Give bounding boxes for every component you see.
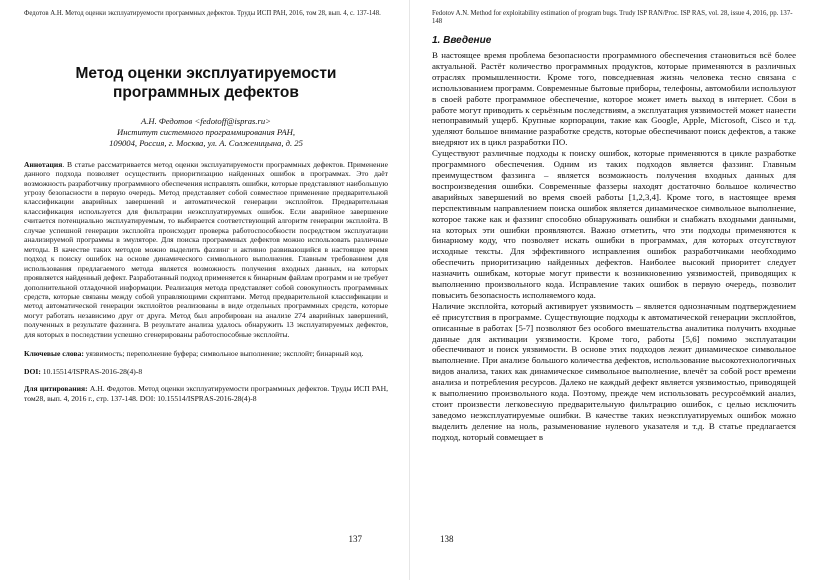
intro-paragraph-2: Существуют различные подходы к поиску ошибок, которые применяются в цикле разработке программного обеспечения. Одним из таких подходов является фаззинг. Главным преимуществом фаззинга – является возможность получения входных данных для воспроизведения ошибки. Современные фаззеры находят достаточно большое количество аварийных завершений во время своей работы [1,2,3,4]. Кроме того, в настоящее время перспективным направлением поиска ошибок является динамическое символьное выполнение, которое также как и фаззинг способно обнаруживать ошибки и снабжать входными данными, на которых эти ошибки проявляются. Важно отметить, что эти подходы применяются к бинарному коду, что позволяет искать ошибки в программах, для которых отсутствуют исходные тексты. Для эффективного исправления ошибок разработчиками необходимо обеспечить приоритизацию найденных дефектов. Наиболее высокий приоритет следует назначить ошибкам, которые могут привести к возникновению уязвимостей, приводящих к выполнению произвольного кода. Исправление таких ошибок в первую очередь, позволит повысить безопасность исполняемого кода. [432,148,796,300]
citation [24,384,388,403]
abstract [24,160,388,340]
author-block [24,116,388,150]
page-number-right: 138 [440,534,454,544]
doi-label: DOI: [24,366,41,376]
section-heading: 1. Введение [432,35,492,46]
author-address: 109004, Россия, г. Москва, ул. А. Солженицына, д. 25 [109,138,303,149]
author-affiliation: Институт системного программирования РАН, [117,127,295,138]
intro-paragraph-3: Наличие эксплойта, который активирует уязвимость – является однозначным подтверждением её присутствия в программе. Существующие подходы к автоматической генерации эксплойтов, описанные в работах [5-7] позволяют без особого вмешательства аналитика получить входные данные для активации уязвимости. Кроме того, работы [5,6] помимо эксплуатации обеспечивают и поиск уязвимости. В основе этих подходов лежит динамическое символьное выполнение. При анализе большого количества дефектов, использование высокотехнологичных видов анализа, таких как динамическое символьное выполнение, влечёт за собой рост времени анализа и потребления ресурсов. Далеко не каждый дефект является уязвимостью, приводящей к выполнению произвольного кода. Поэтому, прежде чем использовать ресурсоёмкий анализ, стоит произвести легковесную предварительную фильтрацию ошибок, с целью исключить заведомо неэксплуатируемые ошибки. В качестве таких неэксплуатируемых ошибок можно выделить деление на ноль, разыменование нулевого указателя и т.д. В статье предлагается подход, который совмещает в [432,300,796,442]
doi-text: 10.15514/ISPRAS-2016-28(4)-8 [40,366,143,376]
doi [24,367,388,376]
right-page [410,0,820,580]
keywords [24,349,388,358]
author-name: А.Н. Федотов <fedotoff@ispras.ru> [140,116,271,126]
citation-label: Для цитирования: [24,384,88,394]
abstract-label: Аннотация [24,159,63,169]
keywords-label: Ключевые слова: [24,349,84,359]
keywords-text: уязвимость; переполнение буфера; символьное выполнение; эксплойт; бинарный код. [83,349,364,359]
abstract-text: . В статье рассматривается метод оценки эксплуатируемости программных дефектов. Применение данного подхода позволяет осуществить приоритизацию найденных ошибок в программах. Это даёт возможность разработчику программного обеспечения исправлять ошибки, которые представляют наибольшую угрозу безопасности в первую очередь. Метод представляет собой совместное применение предварительной классификации аварийных завершений и автоматической генерации эксплойтов. Предварительная классификация используется для фильтрации неэксплуатируемых ошибок. Если аварийное завершение считается потенциально эксплуатируемым, то выбирается соответствующий алгоритм генерации эксплойта. В случае успешной генерации эксплойта происходит проверка работоспособности посредством эксплуатации анализируемой программы в эмуляторе. Для поиска программных дефектов можно использовать различные методы. В качестве таких методов можно выделить фаззинг и активно развивающийся в настоящее время подход к поиску ошибок на основе динамического символьного выполнения. Главным требованием для использования предлагаемого метода является возможность получения входных данных, на которых проявляется найденный дефект. Разработанный подход применяется к бинарным файлам программ и не требует дополнительной отладочной информации. Реализация метода представляет собой совокупность программных средств, которые связаны между собой управляющими скриптами. Метод предварительной классификации и метод автоматической генерации эксплойтов реализованы в виде отдельных программных средств, которые могут работать независимо друг от друга. Метод был апробирован на анализе 274 аварийных завершений, полученных в результате фаззинга. В результате анализа удалось обнаружить 13 эксплуатируемых дефектов, для которых в последствии успешно сгенерированы работоспособные эксплойты. [24,159,388,339]
running-head-left: Федотов А.Н. Метод оценки эксплуатируемости программных дефектов. Труды ИСП РАН, 2016, том 28, вып. 4, с. 137-148. [24,10,381,17]
page-number-left: 137 [348,534,362,544]
intro-paragraph-1: В настоящее время проблема безопасности программного обеспечения становиться всё более актуальной. Растёт количество программных продуктов, которые применяются в различных отраслях промышленности. Кроме того, повседневная жизнь человека тесно связана с использованием программ. Современные бытовые приборы, телефоны, автомобили используют в своей работе программное обеспечение, которое может иметь выход в интернет. Сбои в работе могут приводить к серьёзным последствиям, а эксплуатация уязвимостей может нанести непоправимый ущерб. Крупные корпорации, такие как Google, Apple, Microsoft, Cisco и т.д. уделяют большое внимание разработке средств, которые обеспечивают поиск дефектов, а также внедряют их в цикл разработки ПО. [432,50,796,148]
citation-text: А.Н. Федотов. Метод оценки эксплуатируемости программных дефектов. Труды ИСП РАН, том28, вып. 4, 2016 г., стр. 137-148. DOI: 10.15514/ISPRAS-2016-28(4)-8 [24,384,388,403]
article-title: Метод оценки эксплуатируемости программных дефектов [75,65,337,101]
running-head-right: Fedotov A.N. Method for exploitability estimation of program bugs. Trudy ISP RAN/Proc. ISP RAS, vol. 28, issue 4, 2016, pp. 137-148 [432,10,793,25]
